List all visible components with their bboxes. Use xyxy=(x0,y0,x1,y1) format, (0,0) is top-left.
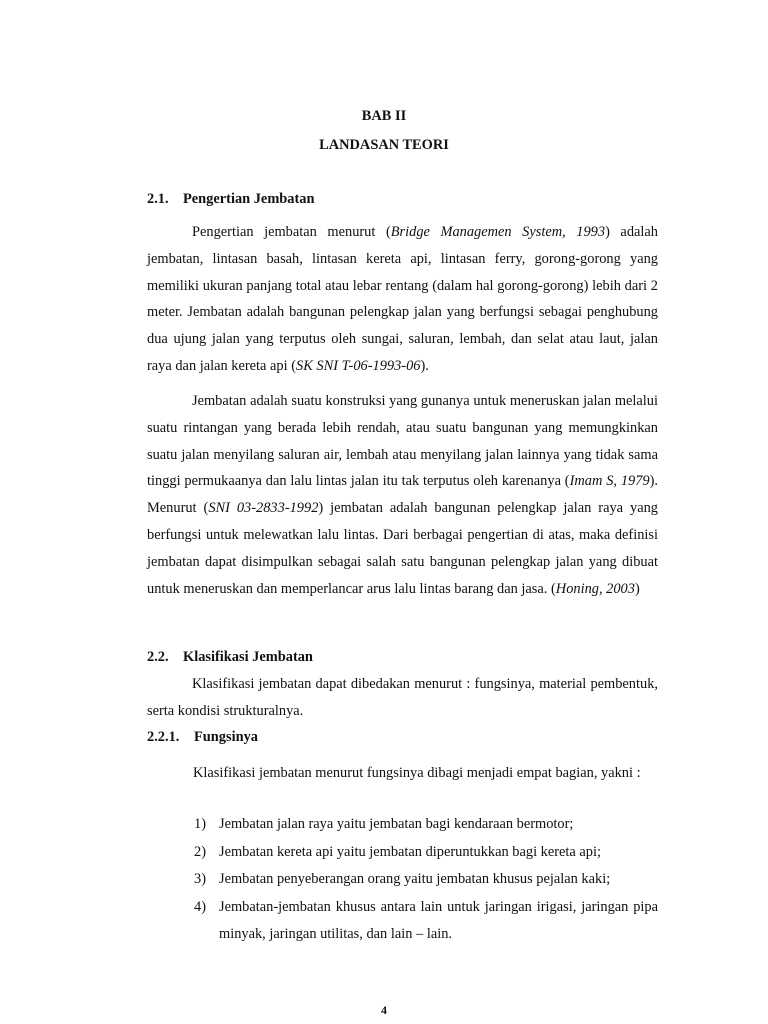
list-marker: 4) xyxy=(194,898,206,915)
function-list xyxy=(194,811,658,949)
paragraph-classification: Klasifikasi jembatan dapat dibedakan menurut : fungsinya, material pembentuk, serta kondisi strukturalnya. xyxy=(147,676,658,719)
section-heading-2-2 xyxy=(147,649,313,666)
section-number: 2.2. xyxy=(147,649,169,665)
list-item-text: Jembatan penyeberangan orang yaitu jembatan khusus pejalan kaki; xyxy=(219,871,611,887)
citation: SK SNI T-06-1993-06 xyxy=(296,357,421,374)
list-item-text: Jembatan-jembatan khusus antara lain untuk jaringan irigasi, jaringan pipa minyak, jaringan utilitas, dan lain – lain. xyxy=(219,898,658,942)
list-item xyxy=(194,866,658,894)
list-item xyxy=(194,811,658,839)
list-item xyxy=(194,839,658,867)
section-title: Fungsinya xyxy=(194,729,258,745)
citation: SNI 03-2833-1992 xyxy=(208,500,319,517)
paragraph-function-intro: Klasifikasi jembatan menurut fungsinya dibagi menjadi empat bagian, yakni : xyxy=(193,765,641,781)
paragraph-definition-2: Jembatan adalah suatu konstruksi yang gunanya untuk meneruskan jalan melalui suatu rintangan yang berada lebih rendah, atau suatu bangunan yang memungkinkan suatu jalan menyilang saluran air, lembah atau menyilang jalan lainnya yang tidak sama tinggi permukaanya dan lalu lintas jalan itu tak terputus oleh karenanya (Imam S, 1979). Menurut (SNI 03-2833-1992) jembatan adalah bangunan pelengkap jalan raya yang berfungsi untuk melewatkan lalu lintas. Dari berbagai pengertian di atas, maka definisi jembatan dapat disimpulkan sebagai salah satu bangunan pelengkap jalan yang dibuat untuk meneruskan dan memperlancar arus lalu lintas barang dan jasa. (Honing, 2003) xyxy=(147,393,658,597)
list-marker: 1) xyxy=(194,816,206,832)
section-title: Klasifikasi Jembatan xyxy=(183,649,313,665)
list-item-text: Jembatan kereta api yaitu jembatan diperuntukkan bagi kereta api; xyxy=(219,843,601,860)
list-item-text: Jembatan jalan raya yaitu jembatan bagi kendaraan bermotor; xyxy=(219,816,574,832)
list-marker: 2) xyxy=(194,843,206,860)
citation: Honing, 2003 xyxy=(555,580,635,597)
citation: Bridge Managemen System, 1993 xyxy=(390,224,606,240)
section-number: 2.1. xyxy=(147,191,169,207)
paragraph-definition-1: Pengertian jembatan menurut (Bridge Managemen System, 1993) adalah jembatan, lintasan basah, lintasan kereta api, lintasan ferry, gorong-gorong yang memiliki ukuran panjang total atau lebar rentang (dalam hal gorong-gorong) lebih dari 2 meter. Jembatan adalah bangunan pelengkap jalan yang berfungsi sebagai penghubung dua ujung jalan yang terputus oleh sungai, saluran, lembah, dan selat atau laut, jalan raya dan jalan kereta api (SK SNI T-06-1993-06). xyxy=(147,224,658,374)
citation: Imam S, 1979 xyxy=(569,473,650,490)
list-marker: 3) xyxy=(194,871,206,887)
chapter-title: LANDASAN TEORI xyxy=(319,137,449,153)
list-item xyxy=(194,894,658,949)
section-heading-2-1 xyxy=(147,191,315,208)
section-number: 2.2.1. xyxy=(147,729,180,745)
page-number: 4 xyxy=(381,1003,387,1017)
section-heading-2-2-1 xyxy=(147,729,258,746)
section-title: Pengertian Jembatan xyxy=(183,191,315,207)
chapter-label: BAB II xyxy=(361,108,407,124)
